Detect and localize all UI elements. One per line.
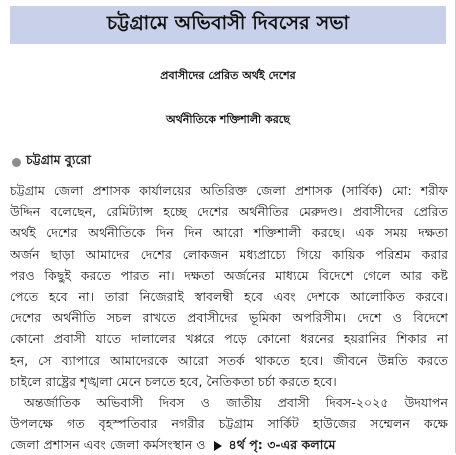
body-final-text: জেলা প্রশাসন এবং জেলা কর্মসংস্থান ও — [10, 437, 206, 453]
body-line: চাইলে রাষ্ট্রের শৃঙ্খলা মেনে চলতে হবে, নৈতিকতা চর্চা করতে হবে। — [10, 373, 337, 389]
body-final-line — [10, 434, 448, 455]
continue-arrow-icon — [214, 441, 222, 451]
bullet-icon — [12, 158, 21, 167]
byline — [12, 152, 91, 172]
body-line: দেশের অর্থনীতি সচল রাখতে প্রবাসীদের ভূমিকা অপরিসীম। দেশে ও বিদেশে — [10, 310, 448, 326]
body-line: উদ্দিন বলেছেন, রেমিট্যান্স হচ্ছে দেশের অর্থনীতির মেরুদণ্ড। প্রবাসীদের প্রেরিত — [10, 204, 448, 220]
headline-line-2: অর্থনীতিকে শক্তিশালী করছে — [166, 113, 290, 126]
kicker-text: চট্টগ্রামে অভিবাসী দিবসের সভা — [106, 12, 350, 34]
kicker-banner — [10, 6, 446, 44]
body-line: পেতে হবে না। তারা নিজেরাই স্বাবলম্বী হবে এবং দেশকে আলোকিত করবে। — [10, 288, 448, 304]
byline-text: চট্টগ্রাম ব্যুরো — [26, 152, 92, 167]
body-line: হন, সে ব্যাপারে আমাদেরকে আরো সতর্ক থাকতে হবে। জীবনে উন্নতি করতে — [10, 352, 448, 368]
body-line: অর্জন ছাড়া আমাদের দেশের লোকজন মধ্যপ্রাচ্যে গিয়ে কায়িক পরিশ্রম করার — [10, 246, 448, 262]
headline-line-1: প্রবাসীদের প্রেরিত অর্থই দেশের — [160, 69, 296, 82]
body-line: উপলক্ষে গত বৃহস্পতিবার নগরীর চট্টগ্রাম সার্কিট হাউজের সম্মেলন কক্ষে — [10, 416, 448, 432]
body-line: অর্থই দেশের অর্থনীতিকে দিন দিন আরো শক্তিশালী করছে। এক সময় দক্ষতা — [10, 225, 448, 241]
body-line: অন্তর্জাতিক অভিবাসী দিবস ও জাতীয় প্রবাসী দিবস-২০২৫ উদযাপন — [24, 394, 448, 410]
article-body — [10, 180, 448, 455]
body-line: পরও কিছুই করতে পারত না। দক্ষতা অর্জনের মাধ্যমে বিদেশে গেলে আর কষ্ট — [10, 267, 448, 283]
continued-on-page-link[interactable]: ৪র্থ পৃ: ৩-এর কলামে — [228, 437, 336, 453]
body-line: কোনো প্রবাসী যাতে দালালের খপ্পরে পড়ে কোনো ধরনের হয়রানির শিকার না — [10, 331, 448, 347]
headline — [6, 54, 450, 142]
body-line: চট্টগ্রাম জেলা প্রশাসক কার্যালয়ের অতিরিক্ত জেলা প্রশাসক (সার্বিক) মো: শরীফ — [10, 183, 448, 198]
